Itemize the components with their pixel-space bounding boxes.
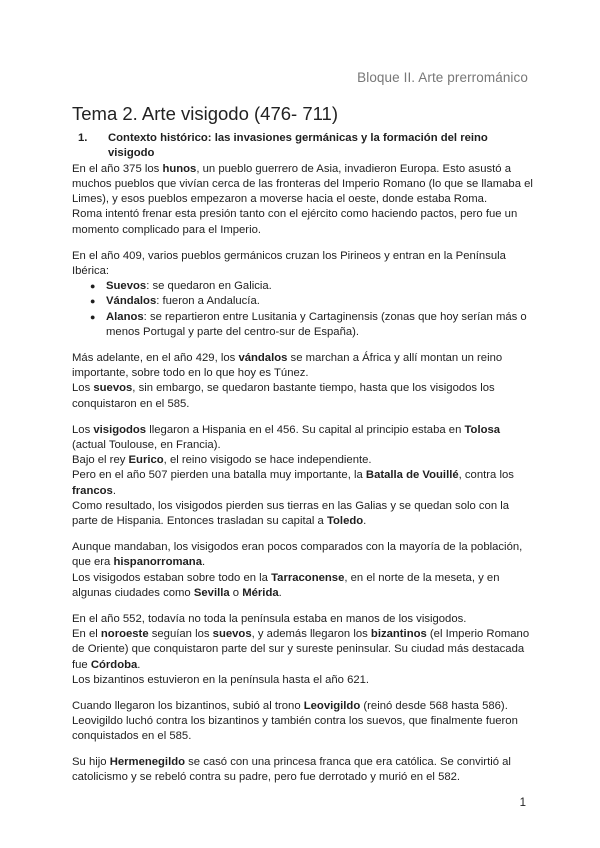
bullet-icon: ● <box>90 311 96 322</box>
list-item: ● Alanos: se repartieron entre Lusitania y Cartaginensis (zonas que hoy serían más o menos Portugal y parte del centro-sur de España). <box>72 310 534 341</box>
peoples-list <box>72 279 534 340</box>
paragraph-409: En el año 409, varios pueblos germánicos cruzan los Pirineos y entran en la Península Ibérica: <box>72 249 506 277</box>
list-item: ● Vándalos: fueron a Andalucía. <box>72 294 534 309</box>
section-number: 1. <box>78 132 88 144</box>
paragraph-hunos: En el año 375 los hunos, un pueblo guerrero de Asia, invadieron Europa. Esto asustó a muchos pueblos que vivían cerca de las fronteras del Imperio Romano (lo que se llamaba el Limes), y esos pueblos empezaron a moverse hacia el oeste, donde estaba Roma. Roma intentó frenar esta presión tanto con el ejército como haciendo pactos, pero fue un momento complicado para el Imperio. <box>72 162 533 236</box>
term-hunos: hunos <box>162 162 197 175</box>
paragraph-bizantinos: En el año 552, todavía no toda la península estaba en manos de los visigodos. En el noroeste seguían los suevos, y además llegaron los bizantinos (el Imperio Romano de Oriente) que conquistaron parte del sur y sureste peninsular. Su ciudad más destacada fue Córdoba. Los bizantinos estuvieron en la península hasta el año 621. <box>72 612 530 686</box>
paragraph-hermenegildo: Su hijo Hermenegildo se casó con una princesa franca que era católica. Se convirtió al catolicismo y se rebeló contra su padre, pero fue derrotado y murió en el 582. <box>72 756 511 784</box>
section-title: Contexto histórico: las invasiones germánicas y la formación del reino visigodo <box>108 132 488 160</box>
paragraph-hispanorromana: Aunque mandaban, los visigodos eran pocos comparados con la mayoría de la población, que era hispanorromana. Los visigodos estaban sobre todo en la Tarraconense, en el norte de la meseta, y en algunas ciudades como Sevilla o Mérida. <box>72 541 523 600</box>
bullet-icon: ● <box>90 296 96 307</box>
section-heading <box>72 131 534 162</box>
paragraph-vandalos: Más adelante, en el año 429, los vándalos se marchan a África y allí montan un reino importante, sobre todo en lo que hoy es Túnez. Los suevos, sin embargo, se quedaron bastante tiempo, hasta que los visigodos los conquistaron en el 585. <box>72 351 503 410</box>
paragraph-visigodos: Los visigodos llegaron a Hispania en el 456. Su capital al principio estaba en Tolosa (actual Toulouse, en Francia). Bajo el rey Eurico, el reino visigodo se hace independiente. Pero en el año 507 pierden una batalla muy importante, la Batalla de Vouillé, contra los francos. Como resultado, los visigodos pierden sus tierras en las Galias y se quedan solo con la parte de Hispania. Entonces trasladan su capital a Toledo. <box>72 423 514 528</box>
page-number: 1 <box>519 797 526 809</box>
paragraph-leovigildo: Cuando llegaron los bizantinos, subió al trono Leovigildo (reinó desde 568 hasta 586). Leovigildo luchó contra los bizantinos y también contra los suevos, que finalmente fueron conquistados en el 585. <box>72 699 518 743</box>
bullet-icon: ● <box>90 281 96 292</box>
document-body <box>72 131 534 796</box>
list-item: ● Suevos: se quedaron en Galicia. <box>72 279 534 294</box>
page-title: Tema 2. Arte visigodo (476- 711) <box>72 103 338 124</box>
running-header: Bloque II. Arte prerrománico <box>357 70 528 85</box>
